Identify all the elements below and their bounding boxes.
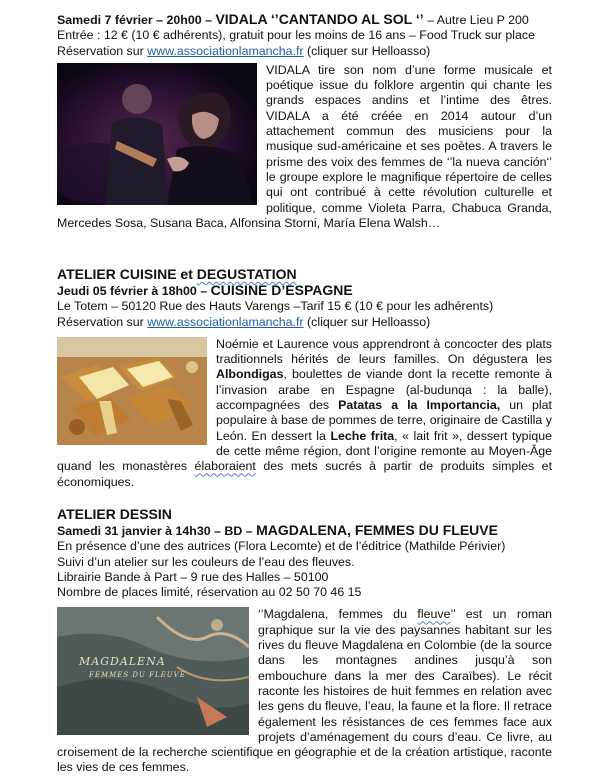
dish-leche-frita: Leche frita xyxy=(330,428,395,443)
event-date: Jeudi 05 février à 18h00 – xyxy=(57,284,211,298)
section-heading-text-2: DEGUSTATION xyxy=(196,266,297,282)
reservation-prefix: Réservation sur xyxy=(57,43,148,58)
event-header xyxy=(57,283,552,299)
event-title: MAGDALENA, FEMMES DU FLEUVE xyxy=(256,522,498,538)
section-heading: ATELIER DESSIN xyxy=(57,506,172,522)
event-venue: Le Totem – 50120 Rue des Hauts Varengs –Tarif 15 € (10 € pour les adhérents) xyxy=(57,299,494,314)
event-venue: – Autre Lieu P 200 xyxy=(423,13,529,27)
event-vidala xyxy=(57,12,552,231)
event-date: Samedi 7 février – 20h00 – xyxy=(57,13,216,27)
event-dessin xyxy=(57,506,552,776)
event-title: CUISINE D’ESPAGNE xyxy=(210,282,353,298)
event-description: VIDALA tire son nom d’une forme musicale et poétique issue du folklore argentin qui chante les grands espaces andins et l’intime des êtres. VIDALA a été créée en 2014 autour d’un attachement commun des musiciens pour la musique sud-américaine et ses poètes. A travers le prisme des voix des femmes de ‘’la nueva canción‘’ le groupe explore le magnifique répertoire de celles qui ont contribué à cette révolution culturelle et politique, comme Violeta Parra, Chabuca Granda, Mercedes Sosa, Susana Baca, Alfonsina Storni, María Elena Walsh… xyxy=(57,62,552,230)
cover-subtitle: FEMMES DU FLEUVE xyxy=(89,671,186,680)
reservation-suffix: (cliquer sur Helloasso) xyxy=(303,314,431,329)
event-header xyxy=(57,523,552,539)
desc-text: ‘’Magdalena, femmes du xyxy=(258,607,418,622)
event-reservation xyxy=(57,44,552,59)
event-title: VIDALA ‘’CANTANDO AL SOL ‘’ xyxy=(215,11,424,27)
desc-text: Noémie et Laurence vous apprendront à concocter des plats traditionnels hérités de leurs familles. On dégustera les xyxy=(216,336,552,367)
section-heading xyxy=(57,266,552,283)
desc-text: un plat populaire à base de pommes de terre, originaire de Castilla y León. En dessert la xyxy=(216,398,552,443)
event-body xyxy=(57,337,552,490)
musicians-image xyxy=(57,63,257,205)
desc-text: , boulettes de viande dont la recette remonte à l’invasion arabe en Espagne (al-budunqa : la balle), accompagnées des xyxy=(216,367,552,413)
section-heading-text: ATELIER CUISINE et xyxy=(57,266,197,282)
book-cover xyxy=(57,607,249,735)
event-venue: Librairie Bande à Part – 9 rue des Halles – 50100 xyxy=(57,569,329,584)
desc-text: , « lait frit », dessert typique de cette même région, dont l’origine remonte au Moyen-Âge quand les monastères xyxy=(57,428,552,474)
reservation-prefix: Réservation sur xyxy=(57,314,148,329)
dish-patatas: Patatas a la Importancia, xyxy=(338,398,501,413)
event-body xyxy=(57,63,552,231)
event-reservation: Nombre de places limité, réservation au 02 50 70 46 15 xyxy=(57,585,362,600)
reservation-link[interactable]: www.associationlamancha.fr xyxy=(147,314,304,329)
desc-text-flagged: fleuve xyxy=(417,607,451,622)
reservation-link[interactable]: www.associationlamancha.fr xyxy=(147,43,304,58)
event-presence: En présence d’une des autrices (Flora Lecomte) et de l’éditrice (Mathilde Périvier) xyxy=(57,539,506,554)
event-price: Entrée : 12 € (10 € adhérents), gratuit pour les moins de 16 ans – Food Truck sur place xyxy=(57,28,535,43)
event-header xyxy=(57,12,552,28)
concert-photo xyxy=(57,63,257,205)
desc-text: des mets sucrés à partir de produits simples et économiques. xyxy=(57,459,553,489)
reservation-suffix: (cliquer sur Helloasso) xyxy=(303,43,431,58)
event-workshop: Suivi d’un atelier sur les couleurs de l’eau des fleuves. xyxy=(57,554,355,569)
dish-albondigas: Albondigas xyxy=(216,367,284,382)
cover-title: MAGDALENA xyxy=(79,655,166,669)
food-photo xyxy=(57,337,207,445)
desc-text: ’’ est un roman graphique sur la vie des paysannes habitant sur les rives du fleuve Magdalena en Colombie (de la source dans les montagnes andines jusqu’à son embouchure dans la mer des Caraïbes). Le récit raconte les histoires de huit femmes en relation avec les gens du fleuve, l’eau, la faune et la flore. Il retrace également les résistances de ces femmes face aux projets d’aménagement du cours d’eau. Ce livre, au croisement de la recherche scientifique en géographie et de la création artistique, raconte les vies de ces femmes. xyxy=(57,607,552,775)
event-date: Samedi 31 janvier à 14h30 – BD – xyxy=(57,524,257,538)
event-cuisine xyxy=(57,266,552,490)
leche-frita-image xyxy=(57,337,207,445)
event-reservation xyxy=(57,315,552,330)
event-body xyxy=(57,607,552,775)
desc-text-flagged: élaboraient xyxy=(194,459,256,474)
